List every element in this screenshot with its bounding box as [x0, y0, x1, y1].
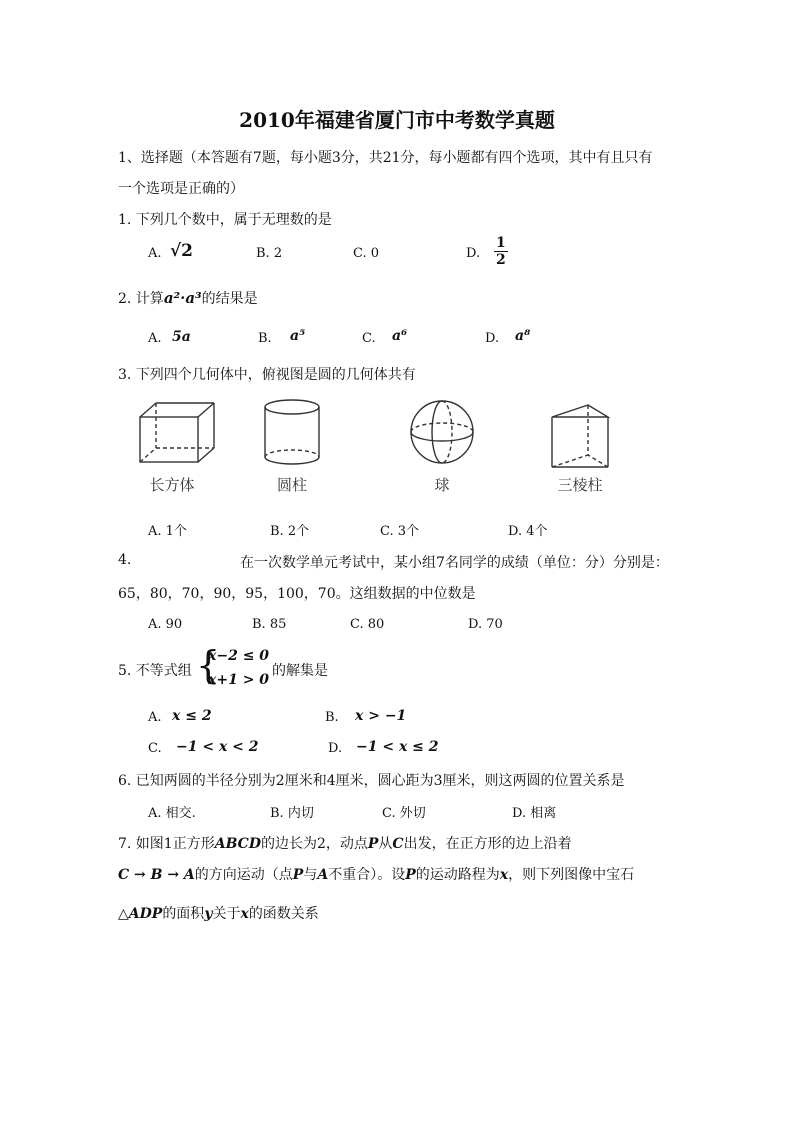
q7-text: 的函数关系 [248, 906, 319, 922]
q5-option-a-label: A. [148, 710, 162, 725]
q5-option-d-value: −1 < x ≤ 2 [356, 739, 439, 755]
q2-stem [118, 288, 258, 308]
q1-stem: 1. 下列几个数中，属于无理数的是 [118, 212, 332, 228]
q3-option-d: D. 4个 [508, 524, 548, 539]
q7-text: ，则下列图像中宝石 [508, 867, 635, 883]
q1-option-b: B. 2 [256, 246, 283, 261]
system-brace: { [196, 643, 221, 687]
q5-inequality-1: x−2 ≤ 0 [208, 648, 270, 664]
q7-var-x: x [240, 906, 249, 922]
q2-stem-post: 的结果是 [201, 291, 258, 307]
q2-stem-pre: 2. 计算 [118, 291, 164, 307]
q1-option-c: C. 0 [353, 246, 380, 261]
q6-option-c: C. 外切 [382, 806, 426, 821]
q7-text: 不重合）。设 [328, 867, 406, 883]
q7-line2 [118, 864, 634, 884]
q3-solids-figure [130, 395, 650, 500]
q7-text: 的面积 [162, 906, 205, 922]
q6-option-b: B. 内切 [270, 806, 314, 821]
q7-text: 的方向运动（点 [194, 867, 293, 883]
page-title: 2010年福建省厦门市中考数学真题 [239, 108, 555, 132]
q5-option-c-label: C. [148, 741, 162, 756]
q5-option-a-value: x ≤ 2 [172, 708, 212, 724]
q6-stem: 6. 已知两圆的半径分别为2厘米和4厘米，圆心距为3厘米，则这两圆的位置关系是 [118, 773, 625, 789]
sphere-caption: 球 [434, 476, 450, 494]
q4-option-b: B. 85 [252, 617, 287, 632]
q3-option-b: B. 2个 [270, 524, 310, 539]
q2-option-d-value: a⁸ [515, 328, 531, 344]
q2-option-c-value: a⁶ [392, 328, 408, 344]
cylinder-figure [265, 400, 319, 464]
triangular-prism-figure [552, 405, 608, 467]
q5-option-c-value: −1 < x < 2 [176, 739, 259, 755]
cuboid-caption: 长方体 [149, 476, 195, 494]
q7-text: 7. 如图1正方形 [118, 836, 215, 852]
q7-var-y: y [204, 906, 213, 922]
q7-text: 的运动路程为 [415, 867, 500, 883]
q7-var-a: A [317, 867, 329, 883]
q7-text: 从 [378, 836, 393, 852]
cylinder-caption: 圆柱 [276, 476, 308, 494]
q1-option-a-label: A. [148, 246, 162, 261]
q4-stem: 在一次数学单元考试中，某小组7名同学的成绩（单位：分）分别是： [240, 555, 669, 571]
q2-option-b-label: B. [258, 331, 272, 346]
q7-line3 [118, 903, 319, 923]
q7-var-abcd: ABCD [214, 836, 261, 852]
q3-option-c: C. 3个 [380, 524, 420, 539]
q7-var-p: P [405, 867, 416, 883]
q7-path: C → B → A [118, 867, 195, 883]
q4-option-d: D. 70 [468, 617, 503, 632]
q4-option-a: A. 90 [148, 617, 183, 632]
q7-var-adp: ADP [128, 906, 163, 922]
q5-option-d-label: D. [328, 741, 343, 756]
q7-text: 的边长为2，动点 [260, 836, 368, 852]
section-instructions-line2: 一个选项是正确的） [118, 181, 244, 197]
q4-stem-line2: 65，80，70，90，95，100，70。这组数据的中位数是 [118, 586, 476, 602]
q7-var-p: P [367, 836, 379, 852]
section-instructions-line1: 1、选择题（本答题有7题，每小题3分，共21分，每小题都有四个选项，其中有且只有 [118, 150, 653, 166]
q2-option-b-value: a⁵ [290, 328, 306, 344]
q2-option-c-label: C. [362, 331, 376, 346]
q2-option-a-label: A. [148, 331, 162, 346]
q5-inequality-2: x+1 > 0 [208, 672, 270, 688]
fraction-denominator: 2 [496, 252, 506, 268]
triangle-symbol: △ [118, 906, 129, 922]
q7-line1 [118, 833, 572, 853]
cuboid-figure [140, 403, 214, 462]
q7-text: 关于 [212, 906, 241, 922]
fraction-numerator: 1 [496, 235, 506, 251]
q2-option-a-value: 5a [172, 329, 191, 345]
q7-var-p: P [292, 867, 304, 883]
q5-stem-post: 的解集是 [272, 663, 328, 679]
q4-number: 4. [118, 552, 132, 568]
q1-option-d-fraction [494, 235, 508, 268]
q1-option-a-value: √2 [170, 241, 194, 261]
q2-expression: a²·a³ [163, 289, 202, 307]
q5-option-b-label: B. [325, 710, 339, 725]
prism-caption: 三棱柱 [557, 476, 603, 494]
q2-option-d-label: D. [485, 331, 500, 346]
q5-stem-pre: 5. 不等式组 [118, 663, 192, 679]
q7-text: 与 [303, 867, 318, 883]
q7-var-x: x [499, 867, 509, 883]
q5-option-b-value: x > −1 [355, 708, 407, 724]
q4-option-c: C. 80 [350, 617, 385, 632]
q6-option-d: D. 相离 [512, 806, 557, 821]
sphere-figure [411, 401, 473, 463]
q7-text: 出发，在正方形的边上沿着 [403, 836, 572, 852]
q3-option-a: A. 1个 [148, 524, 187, 539]
q1-option-d-label: D. [466, 246, 481, 261]
q6-option-a: A. 相交. [148, 806, 196, 821]
q7-var-c: C [392, 836, 404, 852]
q3-stem: 3. 下列四个几何体中，俯视图是圆的几何体共有 [118, 367, 416, 383]
